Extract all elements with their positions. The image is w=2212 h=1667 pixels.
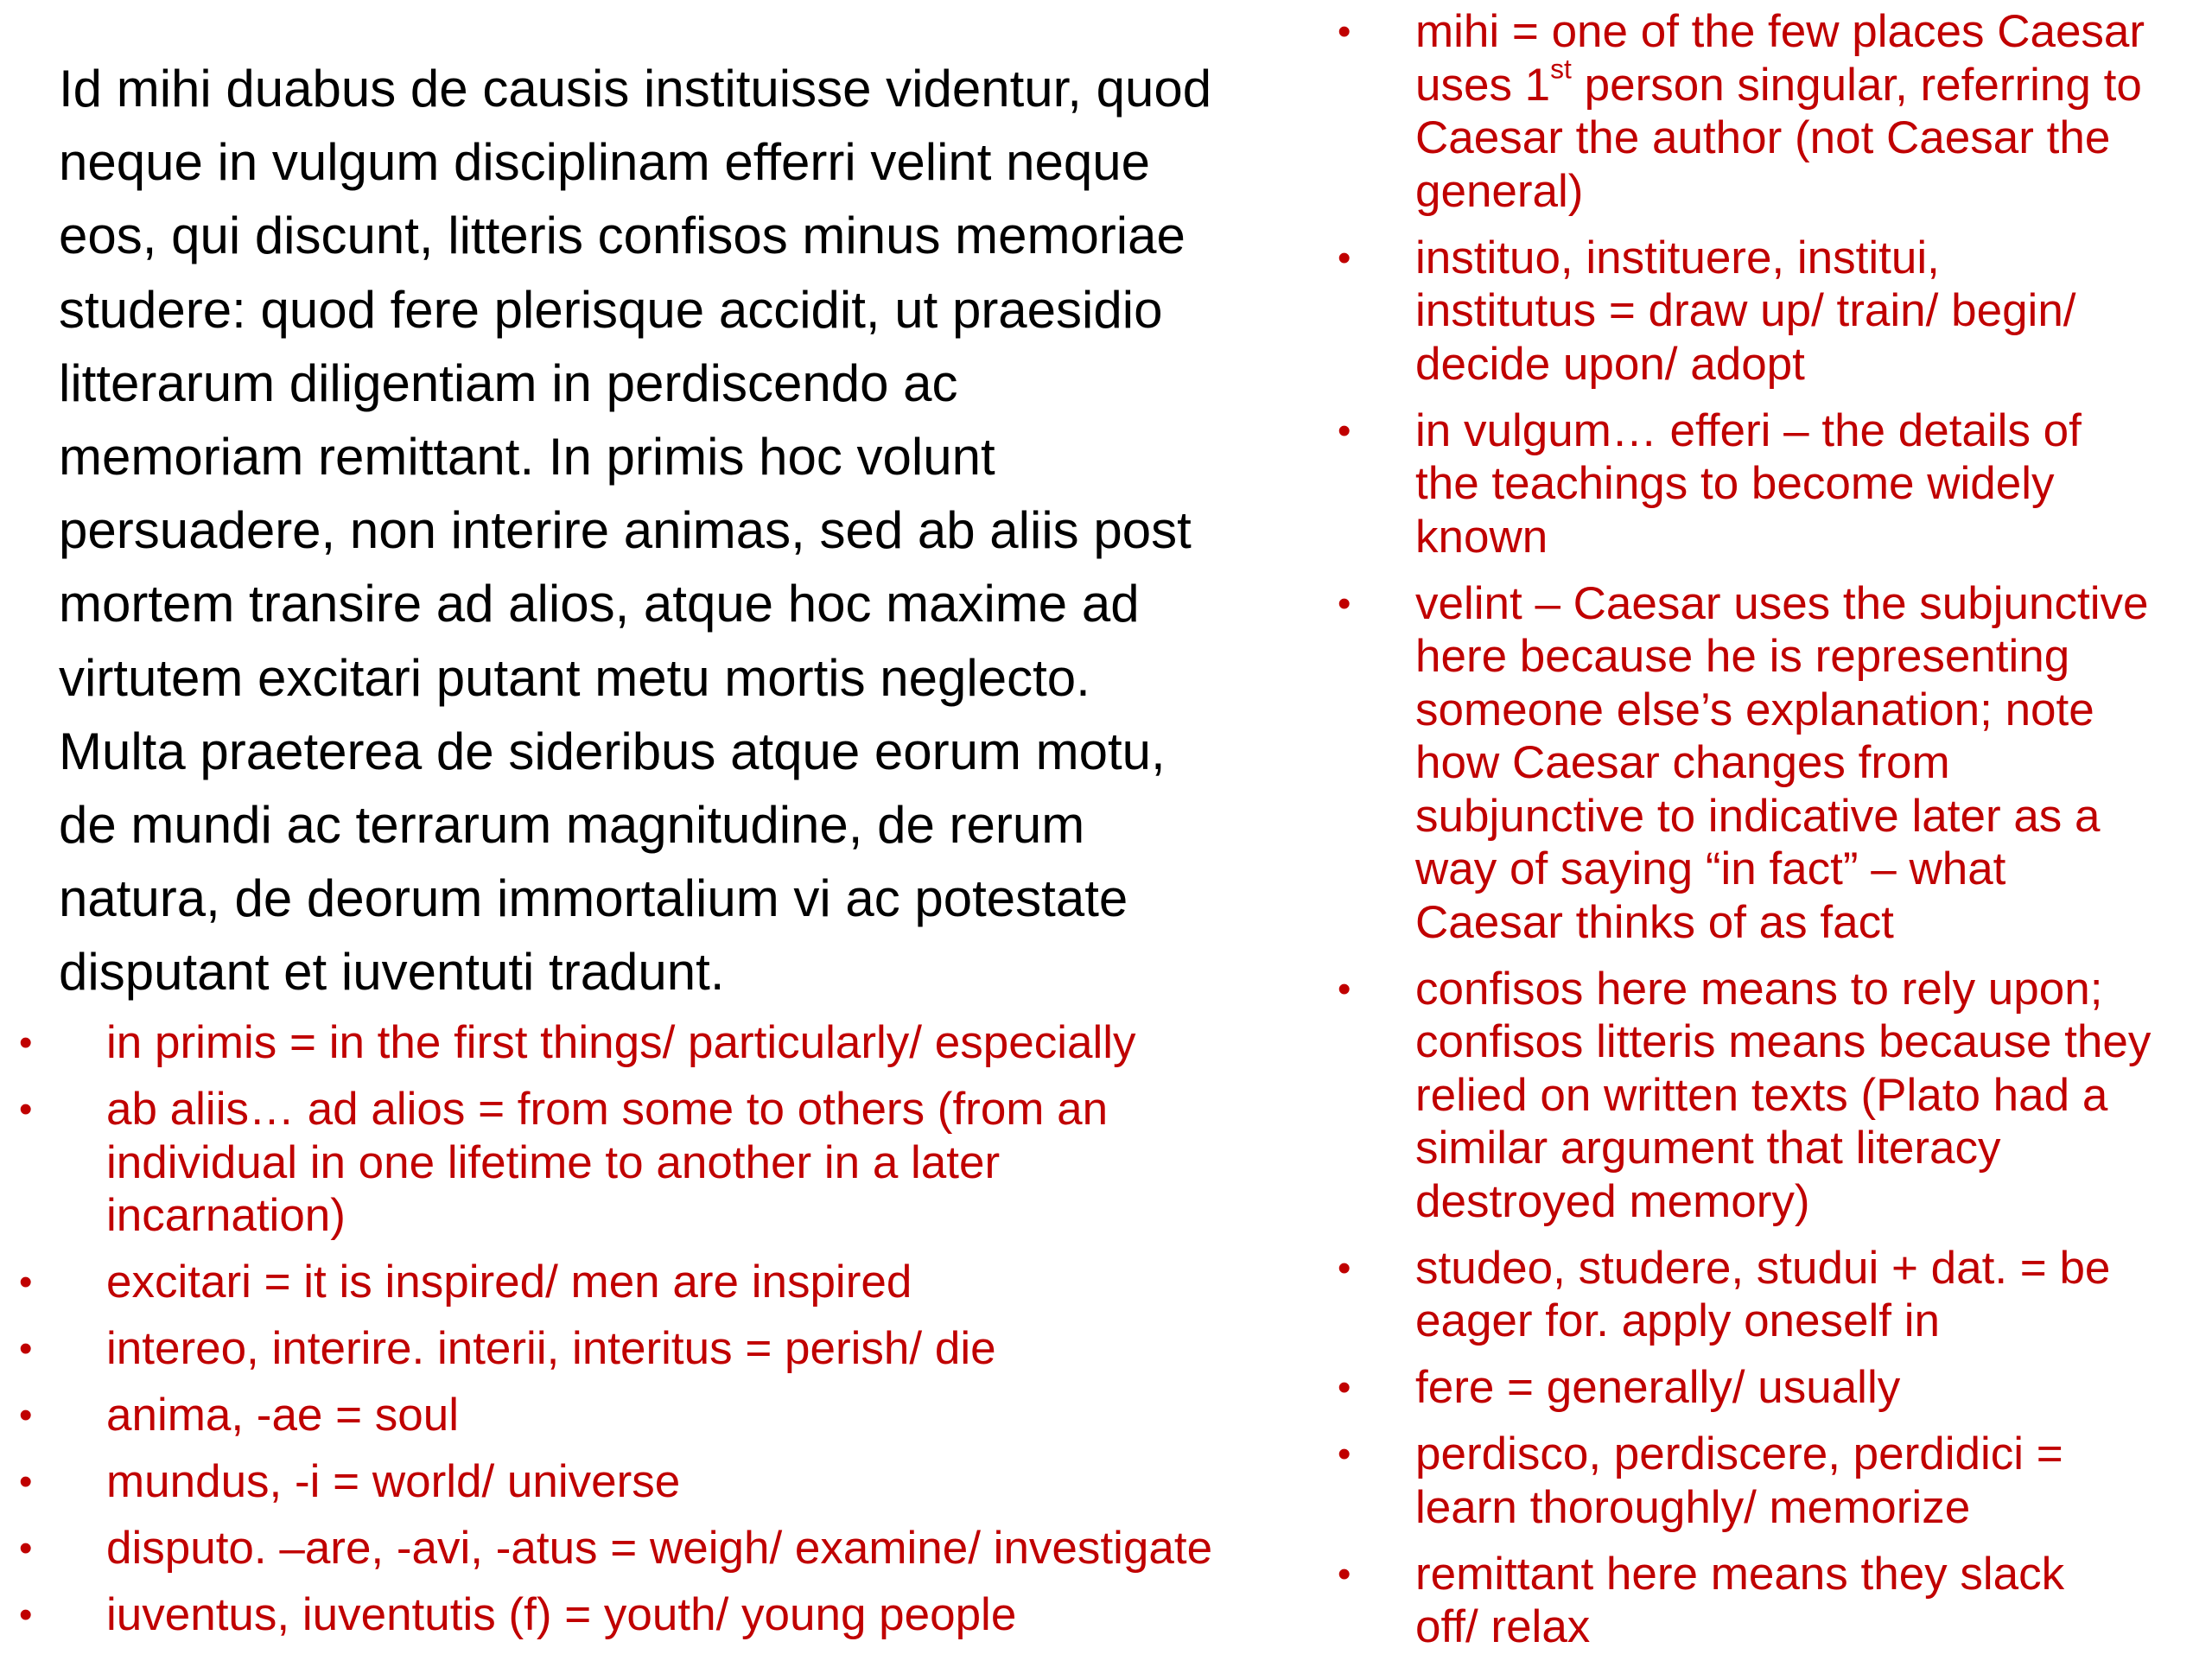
bullet-icon: • — [19, 1261, 33, 1303]
bullet-icon: • — [1338, 582, 1351, 625]
note-text-part: person singular, referring to Caesar the author (not Caesar the general) — [1415, 59, 2142, 217]
note-item — [1313, 5, 2212, 218]
note-item — [0, 1522, 1348, 1575]
bullet-icon: • — [1338, 409, 1351, 452]
note-item — [1313, 1428, 2212, 1534]
note-item — [1313, 404, 2212, 564]
bullet-icon: • — [1338, 1552, 1351, 1595]
note-text: studeo, studere, studui + dat. = be eager for. apply oneself in — [1415, 1242, 2111, 1346]
note-item — [0, 1256, 1348, 1309]
ordinal-suffix: st — [1550, 53, 1572, 85]
note-item — [1313, 1361, 2212, 1415]
note-text: confisos here means to rely upon; confisos litteris means because they relied on written texts (Plato had a similar argument that literacy destroyed memory) — [1415, 963, 2152, 1227]
latin-passage: Id mihi duabus de causis instituisse videntur, quod neque in vulgum disciplinam efferri velint neque eos, qui discunt, litteris confisos minus memoriae studere: quod fere plerisque accidit, ut praesidio litterarum diligentiam in perdiscendo ac memoriam remittant. In primis hoc volunt persuadere, non interire animas, sed ab aliis post mortem transire ad alios, atque hoc maxime ad virtutem excitari putant metu mortis neglecto. Multa praeterea de sideribus atque eorum motu, de mundi ac terrarum magnitudine, de rerum natura, de deorum immortalium vi ac potestate disputant et iuventuti tradunt. — [59, 60, 1212, 1002]
bullet-icon: • — [19, 1460, 33, 1503]
note-item — [1313, 1548, 2212, 1654]
note-text: remittant here means they slack off/ relax — [1415, 1548, 2065, 1652]
note-text: instituo, instituere, institui, institutus = draw up/ train/ begin/ decide upon/ adopt — [1415, 232, 2076, 390]
note-item — [1313, 232, 2212, 391]
bullet-icon: • — [19, 1527, 33, 1569]
note-item — [1313, 963, 2212, 1229]
note-text-part: mihi = one of the few places Caesar uses 1 — [1415, 6, 2145, 111]
note-text: iuventus, iuventutis (f) = youth/ young people — [106, 1589, 1017, 1640]
note-item — [0, 1455, 1348, 1509]
note-item — [0, 1389, 1348, 1442]
note-item — [0, 1588, 1348, 1642]
bullet-icon: • — [1338, 1246, 1351, 1289]
bullet-icon: • — [1338, 967, 1351, 1010]
note-text: perdisco, perdiscere, perdidici = learn thoroughly/ memorize — [1415, 1428, 2063, 1533]
note-text: excitari = it is inspired/ men are inspired — [106, 1257, 912, 1308]
bullet-icon: • — [19, 1327, 33, 1370]
note-text: velint – Caesar uses the subjunctive here because he is representing someone else’s explanation; note how Caesar changes from subjunctive to indicative later as a way of saying “in fact” – what Caesar thinks of as fact — [1415, 577, 2149, 948]
note-text: fere = generally/ usually — [1415, 1362, 1901, 1413]
note-item — [0, 1016, 1348, 1070]
note-text: intereo, interire. interii, interitus = perish/ die — [106, 1323, 996, 1374]
note-text: anima, -ae = soul — [106, 1390, 460, 1441]
bullet-icon: • — [1338, 1366, 1351, 1409]
bullet-icon: • — [19, 1394, 33, 1436]
note-text: in vulgum… efferi – the details of the teachings to become widely known — [1415, 404, 2082, 563]
note-item — [0, 1083, 1348, 1243]
note-item — [1313, 577, 2212, 950]
note-text: ab aliis… ad alios = from some to others (from an individual in one lifetime to another in a later incarnation) — [106, 1084, 1109, 1241]
vocab-notes-right — [1313, 5, 2212, 1667]
note-text: disputo. –are, -avi, -atus = weigh/ examine/ investigate — [106, 1523, 1213, 1574]
note-text: mundus, -i = world/ universe — [106, 1456, 681, 1507]
note-text: in primis = in the first things/ particularly/ especially — [106, 1017, 1136, 1068]
bullet-icon: • — [19, 1594, 33, 1636]
note-text-first-person — [1415, 5, 2212, 218]
vocab-notes-left — [0, 1016, 1348, 1655]
bullet-icon: • — [19, 1021, 33, 1064]
note-item — [0, 1322, 1348, 1376]
bullet-icon: • — [1338, 1433, 1351, 1475]
note-item — [1313, 1242, 2212, 1348]
bullet-icon: • — [1338, 10, 1351, 53]
bullet-icon: • — [19, 1088, 33, 1130]
bullet-icon: • — [1338, 236, 1351, 279]
